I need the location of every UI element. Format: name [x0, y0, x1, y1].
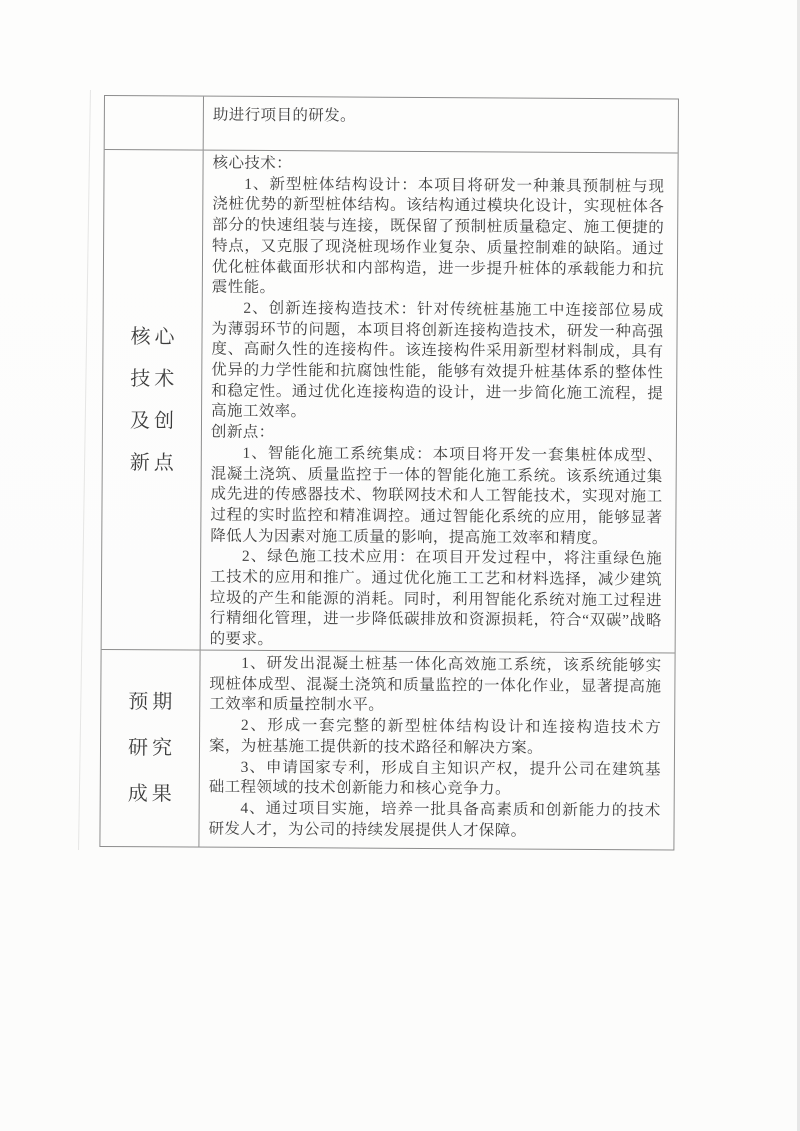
- core-tech-heading: 核心技术：: [212, 154, 293, 173]
- expected-result-paragraph: 3、申请国家专利，形成自主知识产权，提升公司在建筑基础工程领域的技术创新能力和核心竞争力。: [208, 758, 661, 798]
- label-line: 预期: [128, 691, 177, 714]
- core-tech-content-cell: [201, 151, 678, 653]
- innovation-paragraph: 1、智能化施工系统集成：本项目将开发一套集桩体成型、混凝土浇筑、质量监控于一体的智能化施工系统。该系统通过集成先进的传感器技术、物联网技术和人工智能技术，实现对施工过程的实时监控和精准调控。通过智能化系统的应用，能够显著降低人为因素对施工质量的影响，提高施工效率和精度。: [210, 444, 663, 547]
- expected-result-paragraph: 1、研发出混凝土桩基一体化高效施工系统，该系统能够实现桩体成型、混凝土浇筑和质量监控的一体化作业，显著提高施工效率和质量控制水平。: [209, 654, 662, 715]
- innovation-heading: 创新点：: [210, 423, 275, 442]
- label-line: 技术: [130, 367, 179, 390]
- continuation-label-cell: [105, 96, 204, 150]
- core-tech-paragraph: 1、新型桩体结构设计：本项目将研发一种兼具预制桩与现浇桩优势的新型桩体结构。该结构通过模块化设计，实现桩体各部分的快速组装与连接，既保留了预制桩质量稳定、施工便捷的特点，又克服了现浇桩现场作业复杂、质量控制难的缺陷。通过优化桩体截面形状和内部构造，进一步提升桩体的承载能力和抗震性能。: [211, 175, 665, 297]
- continuation-text: 助进行项目的研发。: [212, 106, 357, 125]
- core-tech-label-cell: [102, 150, 204, 650]
- scan-artifact-left-line: [78, 90, 91, 850]
- expected-results-label-cell: [100, 650, 200, 847]
- expected-result-paragraph: 4、通过项目实施，培养一批具备高素质和创新能力的技术研发人才，为公司的持续发展提供人才保障。: [208, 799, 661, 840]
- innovation-paragraph: 2、绿色施工技术应用：在项目开发过程中，将注重绿色施工技术的应用和推广。通过优化施工工艺和材料选择，减少建筑垃圾的产生和能源的消耗。同时，利用智能化系统对施工过程进行精细化管理，进一步降低碳排放和资源损耗，符合“双碳”战略的要求。: [209, 548, 663, 649]
- core-tech-paragraph: 2、创新连接构造技术：针对传统桩基施工中连接部位易成为薄弱环节的问题，本项目将创新连接构造技术，研发一种高强度、高耐久性的连接构件。该连接构件采用新型材料制成，具有优异的力学性能和抗腐蚀性能，能够有效提升桩基体系的整体性和稳定性。通过优化连接构造的设计，进一步简化施工流程，提高施工效率。: [211, 299, 664, 421]
- table-row-expected-results: [100, 649, 674, 849]
- label-line: 核心: [130, 325, 179, 348]
- expected-results-content-cell: [199, 651, 674, 850]
- label-line: 新点: [129, 451, 178, 474]
- project-detail-table: [99, 95, 679, 850]
- expected-result-paragraph: 2、形成一套完整的新型桩体结构设计和连接构造技术方案，为桩基施工提供新的技术路径和解决方案。: [208, 716, 662, 757]
- label-line: 研究: [127, 737, 177, 760]
- table-row-continuation: [105, 96, 678, 152]
- label-line: 成果: [127, 783, 176, 806]
- continuation-content-cell: [204, 97, 678, 153]
- table-row-core-tech-innovation: [102, 149, 678, 652]
- label-line: 及创: [129, 409, 179, 432]
